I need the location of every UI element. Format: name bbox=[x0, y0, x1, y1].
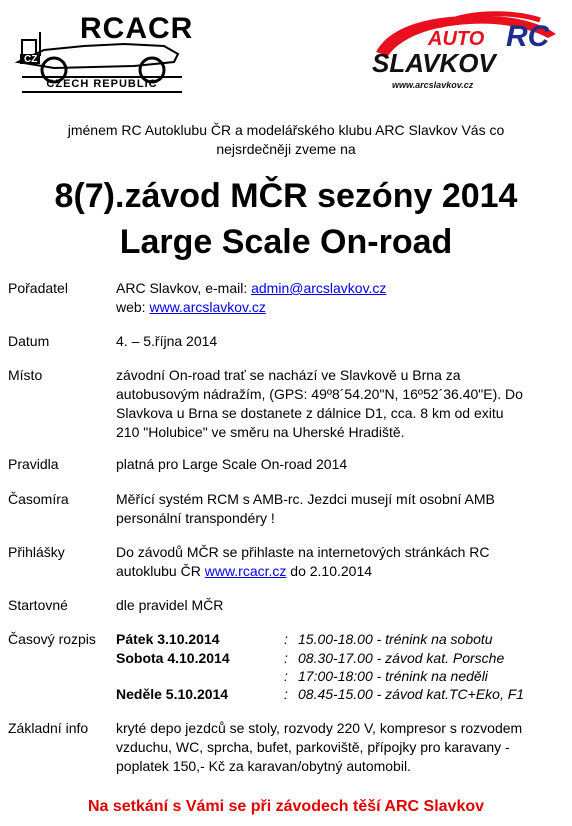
schedule-label: Časový rozpis bbox=[8, 631, 96, 647]
schedule-event-2: 08.30-17.00 - závod kat. Porsche bbox=[298, 650, 505, 666]
rcacr-wordmark: RCACR bbox=[80, 12, 194, 45]
schedule-event-3: 17:00-18:00 - trénink na neděli bbox=[298, 668, 488, 684]
basic-info-line-3: poplatek 150,- Kč za karavan/obytný automobil. bbox=[116, 758, 411, 774]
date-value: 4. – 5.října 2014 bbox=[116, 333, 218, 349]
schedule-colon-3: : bbox=[284, 668, 288, 684]
timing-line-2: personální transpondéry ! bbox=[116, 510, 275, 526]
registration-prefix: autoklubu ČR bbox=[116, 563, 205, 579]
schedule-colon-2: : bbox=[284, 650, 288, 666]
intro-line-1: jménem RC Autoklubu ČR a modelářského klubu ARC Slavkov Vás co bbox=[67, 122, 505, 138]
entry-fee-label: Startovné bbox=[8, 597, 68, 613]
place-line-4: 210 "Holubice" ve směru na Uherské Hradiště. bbox=[116, 424, 405, 440]
organizer-web-line bbox=[116, 298, 266, 317]
auto-wordmark: AUTO bbox=[428, 28, 485, 50]
organizer-line bbox=[116, 279, 386, 298]
email-link[interactable]: admin@arcslavkov.cz bbox=[251, 280, 387, 296]
basic-info-line-2: vzduchu, WC, sprcha, bufet, parkoviště, přípojky pro karavany - bbox=[116, 739, 510, 755]
registration-suffix: do 2.10.2014 bbox=[286, 563, 373, 579]
schedule-event-1: 15.00-18.00 - trénink na sobotu bbox=[298, 631, 493, 647]
organizer-name: ARC Slavkov, e-mail: bbox=[116, 280, 252, 296]
czech-republic-label: CZECH REPUBLIC bbox=[22, 76, 182, 93]
registration-label: Přihlášky bbox=[8, 544, 65, 560]
timing-line-1: Měřící systém RCM s AMB-rc. Jezdci musejí mít osobní AMB bbox=[116, 491, 495, 507]
schedule-day-4: Neděle 5.10.2014 bbox=[116, 686, 229, 702]
basic-info-line-1: kryté depo jezdců se stoly, rozvody 220 V, kompresor s rozvodem bbox=[116, 720, 523, 736]
schedule-colon-1: : bbox=[284, 631, 288, 647]
rcacr-logo bbox=[14, 10, 194, 92]
place-line-1: závodní On-road trať se nachází ve Slavkově u Brna za bbox=[116, 367, 461, 383]
page-title: 8(7).závod MČR sezóny 2014 bbox=[54, 177, 518, 215]
place-line-3: Slavkova u Brna se dostanete z dálnice D1, cca. 8 km od exitu bbox=[116, 405, 504, 421]
footer-invitation: Na setkání s Vámi se při závodech těší ARC Slavkov bbox=[87, 798, 485, 815]
intro-line-2: nejsrdečněji zveme na bbox=[216, 141, 356, 157]
timing-label: Časomíra bbox=[8, 491, 69, 507]
schedule-day-2: Sobota 4.10.2014 bbox=[116, 650, 230, 666]
page-subtitle: Large Scale On-road bbox=[119, 223, 453, 261]
date-label: Datum bbox=[8, 333, 50, 349]
registration-line-1: Do závodů MČR se přihlaste na internetových stránkách RC bbox=[116, 544, 490, 560]
web-link[interactable]: www.arcslavkov.cz bbox=[149, 299, 266, 315]
registration-line-2 bbox=[116, 562, 372, 581]
rules-value: platná pro Large Scale On-road 2014 bbox=[116, 456, 348, 472]
basic-info-label: Základní info bbox=[8, 720, 89, 736]
entry-fee-value: dle pravidel MČR bbox=[116, 597, 224, 613]
auto-rc-slavkov-logo bbox=[370, 6, 560, 96]
rc-wordmark: RC bbox=[506, 20, 550, 53]
web-prefix: web: bbox=[116, 299, 150, 315]
schedule-colon-4: : bbox=[284, 686, 288, 702]
schedule-day-1: Pátek 3.10.2014 bbox=[116, 631, 220, 647]
schedule-event-4: 08.45-15.00 - závod kat.TC+Eko, F1 bbox=[298, 686, 525, 702]
place-line-2: autobusovým nádražím, (GPS: 49º8´54.20"N, 16º52´36.40"E). Do bbox=[116, 386, 523, 402]
cz-badge: CZ bbox=[24, 54, 38, 65]
place-label: Místo bbox=[8, 367, 43, 383]
logo-url: www.arcslavkov.cz bbox=[392, 80, 474, 90]
rcacr-link[interactable]: www.rcacr.cz bbox=[204, 563, 287, 579]
rules-label: Pravidla bbox=[8, 456, 59, 472]
slavkov-wordmark: SLAVKOV bbox=[372, 48, 496, 78]
organizer-label: Pořadatel bbox=[8, 280, 68, 296]
